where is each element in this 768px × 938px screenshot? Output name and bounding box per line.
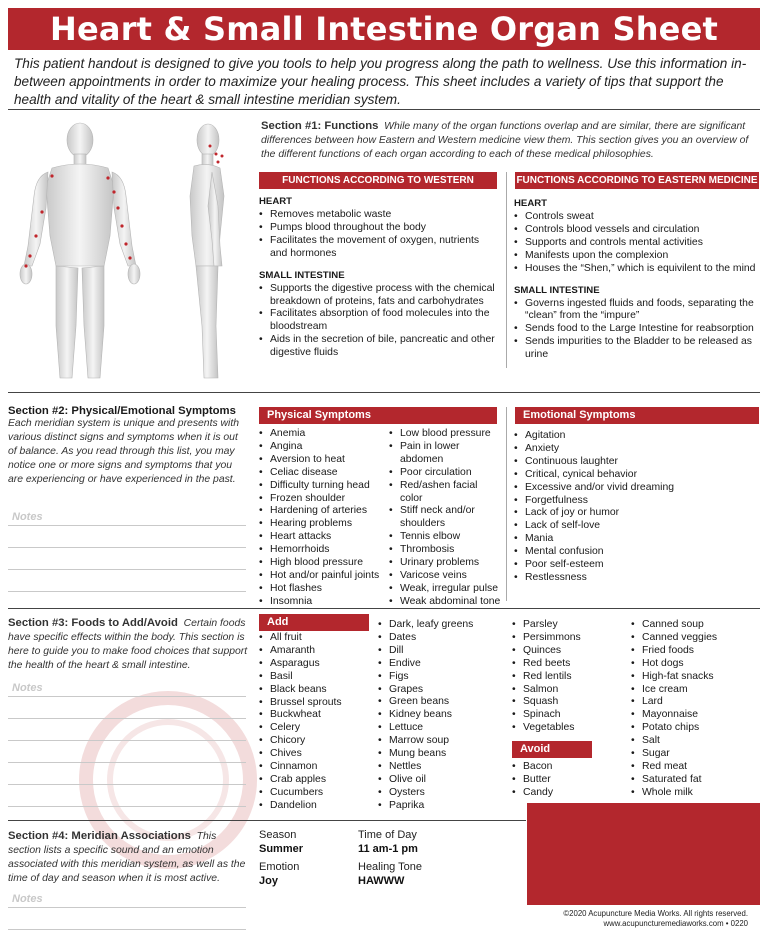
list-item: • Endive — [378, 658, 504, 671]
list-item: • Marrow soup — [378, 735, 504, 748]
list-item: • Manifests upon the complexion — [514, 250, 760, 263]
list-item: • Red beets — [512, 658, 622, 671]
season-block — [259, 829, 303, 855]
front-figure — [20, 123, 140, 378]
list-item: • Dates — [378, 632, 504, 645]
list-item: • All fruit — [259, 632, 381, 645]
list-item: • Ice cream — [631, 684, 759, 697]
list-item: • Mania — [514, 533, 760, 546]
list-item: • Urinary problems — [389, 557, 501, 570]
eastern-functions — [514, 198, 760, 362]
list-item: • Anxiety — [514, 443, 760, 456]
list-item: • Facilitates the movement of oxygen, nutrients and hormones — [259, 235, 499, 261]
list-item: • Dandelion — [259, 800, 381, 813]
list-item: • Insomnia — [259, 596, 387, 609]
list-item: • Mental confusion — [514, 546, 760, 559]
list-item: • Forgetfulness — [514, 495, 760, 508]
list-item: • High blood pressure — [259, 557, 387, 570]
note-line[interactable] — [8, 762, 246, 763]
list-item: • Lettuce — [378, 722, 504, 735]
list-item: • Agitation — [514, 430, 760, 443]
list-item: • Grapes — [378, 684, 504, 697]
note-line[interactable] — [8, 929, 246, 930]
list-item: • Sends food to the Large Intestine for reabsorption — [514, 323, 760, 336]
notes-label: Notes — [12, 682, 43, 694]
list-item: • Pain in lower abdomen — [389, 441, 501, 467]
note-line[interactable] — [8, 907, 246, 908]
western-si-list — [259, 283, 499, 360]
list-item: • Angina — [259, 441, 387, 454]
list-item: • Facilitates absorption of food molecules into the bloodstream — [259, 308, 499, 334]
list-item: • Controls sweat — [514, 211, 760, 224]
list-item: • Spinach — [512, 709, 622, 722]
section3-intro — [8, 616, 248, 673]
divider — [8, 109, 760, 110]
emotional-symptoms-header: Emotional Symptoms — [515, 407, 759, 424]
body-figure-illustration — [12, 116, 252, 388]
note-line[interactable] — [8, 547, 246, 548]
tone-block — [358, 861, 422, 887]
eastern-heart-list — [514, 211, 760, 276]
emotion-label: Emotion — [259, 861, 300, 873]
note-line[interactable] — [8, 784, 246, 785]
section3-title: Section #3: Foods to Add/Avoid — [8, 617, 178, 629]
page-title: Heart & Small Intestine Organ Sheet — [8, 8, 760, 50]
list-item: • Poor self-esteem — [514, 559, 760, 572]
western-functions — [259, 196, 499, 360]
list-item: • Amaranth — [259, 645, 381, 658]
emotional-symptoms-list — [514, 430, 760, 585]
eastern-heart-label: HEART — [514, 198, 548, 209]
list-item: • Cucumbers — [259, 787, 381, 800]
list-item: • Canned veggies — [631, 632, 759, 645]
list-item: • Restlessness — [514, 572, 760, 585]
section4-title: Section #4: Meridian Associations — [8, 830, 191, 842]
list-item: • Olive oil — [378, 774, 504, 787]
notes-label: Notes — [12, 511, 43, 523]
western-heart-list — [259, 209, 499, 261]
list-item: • Controls blood vessels and circulation — [514, 224, 760, 237]
list-item: • Lard — [631, 696, 759, 709]
list-item: • Saturated fat — [631, 774, 759, 787]
emotion-block — [259, 861, 299, 887]
list-item: • Dill — [378, 645, 504, 658]
list-item: • Red lentils — [512, 671, 622, 684]
add-foods-col1 — [259, 632, 381, 813]
copyright: ©2020 Acupuncture Media Works. All rights reserved. — [563, 909, 748, 918]
list-item: • Difficulty turning head — [259, 480, 387, 493]
list-item: • Salt — [631, 735, 759, 748]
note-line[interactable] — [8, 718, 246, 719]
list-item: • Weak abdominal tone — [389, 596, 501, 609]
avoid-foods-header: Avoid — [512, 741, 592, 758]
physical-symptoms-col2 — [389, 428, 501, 609]
add-foods-col2 — [378, 619, 504, 813]
list-item: • Mung beans — [378, 748, 504, 761]
divider — [8, 608, 760, 609]
list-item: • Hearing problems — [259, 518, 387, 531]
physical-symptoms-header: Physical Symptoms — [259, 407, 497, 424]
list-item: • Crab apples — [259, 774, 381, 787]
list-item: • Governs ingested fluids and foods, separating the “clean” from the “impure” — [514, 298, 760, 324]
list-item: • Dark, leafy greens — [378, 619, 504, 632]
list-item: • Red meat — [631, 761, 759, 774]
list-item: • Hot and/or painful joints — [259, 570, 387, 583]
section1-desc: While many of the organ functions overlap and are similar, there are significant differences between how Eastern and Western medicine view them. This section gives you an overview of the different functions of each organ according to each of these medical philosophies. — [261, 121, 749, 160]
add-foods-header: Add — [259, 614, 369, 631]
column-divider — [506, 407, 507, 601]
list-item: • Buckwheat — [259, 709, 381, 722]
list-item: • Aversion to heat — [259, 454, 387, 467]
list-item: • Nettles — [378, 761, 504, 774]
list-item: • Supports the digestive process with the chemical breakdown of proteins, fats and carbohydrates — [259, 283, 499, 309]
list-item: • Varicose veins — [389, 570, 501, 583]
list-item: • Hardening of arteries — [259, 505, 387, 518]
list-item: • Poor circulation — [389, 467, 501, 480]
list-item: • Salmon — [512, 684, 622, 697]
footer — [563, 909, 748, 929]
note-line[interactable] — [8, 569, 246, 570]
section1-title: Section #1: Functions — [261, 120, 379, 132]
time-block — [358, 829, 418, 855]
list-item: • Quinces — [512, 645, 622, 658]
avoid-foods-col3 — [512, 761, 622, 800]
list-item: • Squash — [512, 696, 622, 709]
list-item: • Figs — [378, 671, 504, 684]
list-item: • Candy — [512, 787, 622, 800]
list-item: • Aids in the secretion of bile, pancreatic and other digestive fluids — [259, 334, 499, 360]
list-item: • Sends impurities to the Bladder to be released as urine — [514, 336, 760, 362]
emotion-value: Joy — [259, 875, 278, 887]
section4-desc: This section lists a specific sound and an emotion associated with this meridian system, as well as the time of day and season when it is most active. — [8, 831, 246, 884]
tone-value: HAWWW — [358, 875, 405, 887]
list-item: • Green beans — [378, 696, 504, 709]
divider — [8, 820, 526, 821]
divider — [8, 392, 760, 393]
note-line[interactable] — [8, 696, 246, 697]
list-item: • Bacon — [512, 761, 622, 774]
list-item: • Anemia — [259, 428, 387, 441]
list-item: • Weak, irregular pulse — [389, 583, 501, 596]
note-line[interactable] — [8, 806, 246, 807]
list-item: • Excessive and/or vivid dreaming — [514, 482, 760, 495]
physical-symptoms-col1 — [259, 428, 387, 609]
list-item: • Butter — [512, 774, 622, 787]
section2-desc: Each meridian system is unique and presents with various distinct signs and symptoms when it is out of balance. As you read through this list, you may notice one or more signs and symptoms that you are experiencing or have experienced in the past. — [8, 418, 240, 485]
list-item: • Critical, cynical behavior — [514, 469, 760, 482]
list-item: • Supports and controls mental activities — [514, 237, 760, 250]
time-label: Time of Day — [358, 829, 417, 841]
section2-intro — [8, 405, 248, 487]
add-foods-col3 — [512, 619, 622, 735]
western-heart-label: HEART — [259, 196, 293, 207]
list-item: • Thrombosis — [389, 544, 501, 557]
list-item: • Chives — [259, 748, 381, 761]
column-divider — [506, 172, 507, 368]
note-line[interactable] — [8, 591, 246, 592]
eastern-si-label: SMALL INTESTINE — [514, 284, 600, 296]
list-item: • Houses the “Shen,” which is equivilent to the mind — [514, 263, 760, 276]
tone-label: Healing Tone — [358, 861, 423, 873]
list-item: • Chicory — [259, 735, 381, 748]
list-item: • Tennis elbow — [389, 531, 501, 544]
section1-intro — [261, 119, 760, 162]
list-item: • Kidney beans — [378, 709, 504, 722]
note-line[interactable] — [8, 525, 246, 526]
list-item: • Lack of joy or humor — [514, 507, 760, 520]
clinic-info-box — [527, 803, 760, 905]
list-item: • Hot dogs — [631, 658, 759, 671]
list-item: • Heart attacks — [259, 531, 387, 544]
list-item: • Basil — [259, 671, 381, 684]
intro-text: This patient handout is designed to give you tools to help you progress along the path to wellness. Use this information in-between appointments in order to maximize your healing process. This sheet includes a variety of tips that support the health and vitality of the heart & small intestine meridian system. — [14, 56, 747, 107]
list-item: • Canned soup — [631, 619, 759, 632]
list-item: • Removes metabolic waste — [259, 209, 499, 222]
list-item: • Asparagus — [259, 658, 381, 671]
footer-url[interactable]: www.acupuncturemediaworks.com • 0220 — [603, 919, 748, 928]
list-item: • Persimmons — [512, 632, 622, 645]
list-item: • Black beans — [259, 684, 381, 697]
section3-desc: Certain foods have specific effects within the body. This section is here to guide you to make food choices that support the health of the heart & small intestine. — [8, 618, 248, 671]
list-item: • Oysters — [378, 787, 504, 800]
list-item: • Paprika — [378, 800, 504, 813]
section4-intro — [8, 829, 248, 886]
list-item: • Potato chips — [631, 722, 759, 735]
list-item: • High-fat snacks — [631, 671, 759, 684]
season-value: Summer — [259, 843, 304, 855]
season-label: Season — [259, 829, 297, 841]
list-item: • Vegetables — [512, 722, 622, 735]
list-item: • Celiac disease — [259, 467, 387, 480]
eastern-functions-header: FUNCTIONS ACCORDING TO EASTERN MEDICINE — [515, 172, 759, 189]
list-item: • Cinnamon — [259, 761, 381, 774]
list-item: • Fried foods — [631, 645, 759, 658]
list-item: • Hot flashes — [259, 583, 387, 596]
notes-label: Notes — [12, 893, 43, 905]
list-item: • Sugar — [631, 748, 759, 761]
list-item: • Hemorrhoids — [259, 544, 387, 557]
list-item: • Pumps blood throughout the body — [259, 222, 499, 235]
eastern-si-list — [514, 298, 760, 363]
western-si-label: SMALL INTESTINE — [259, 269, 345, 281]
list-item: • Continuous laughter — [514, 456, 760, 469]
time-value: 11 am-1 pm — [358, 843, 418, 855]
list-item: • Brussel sprouts — [259, 697, 381, 710]
list-item: • Celery — [259, 722, 381, 735]
section2-title: Section #2: Physical/Emotional Symptoms — [8, 405, 236, 417]
list-item: • Lack of self-love — [514, 520, 760, 533]
list-item: • Whole milk — [631, 787, 759, 800]
list-item: • Parsley — [512, 619, 622, 632]
avoid-foods-col4 — [631, 619, 759, 800]
western-functions-header: FUNCTIONS ACCORDING TO WESTERN MEDICINE — [259, 172, 497, 189]
list-item: • Frozen shoulder — [259, 493, 387, 506]
list-item: • Red/ashen facial color — [389, 480, 501, 506]
list-item: • Stiff neck and/or shoulders — [389, 505, 501, 531]
note-line[interactable] — [8, 740, 246, 741]
list-item: • Mayonnaise — [631, 709, 759, 722]
list-item: • Low blood pressure — [389, 428, 501, 441]
